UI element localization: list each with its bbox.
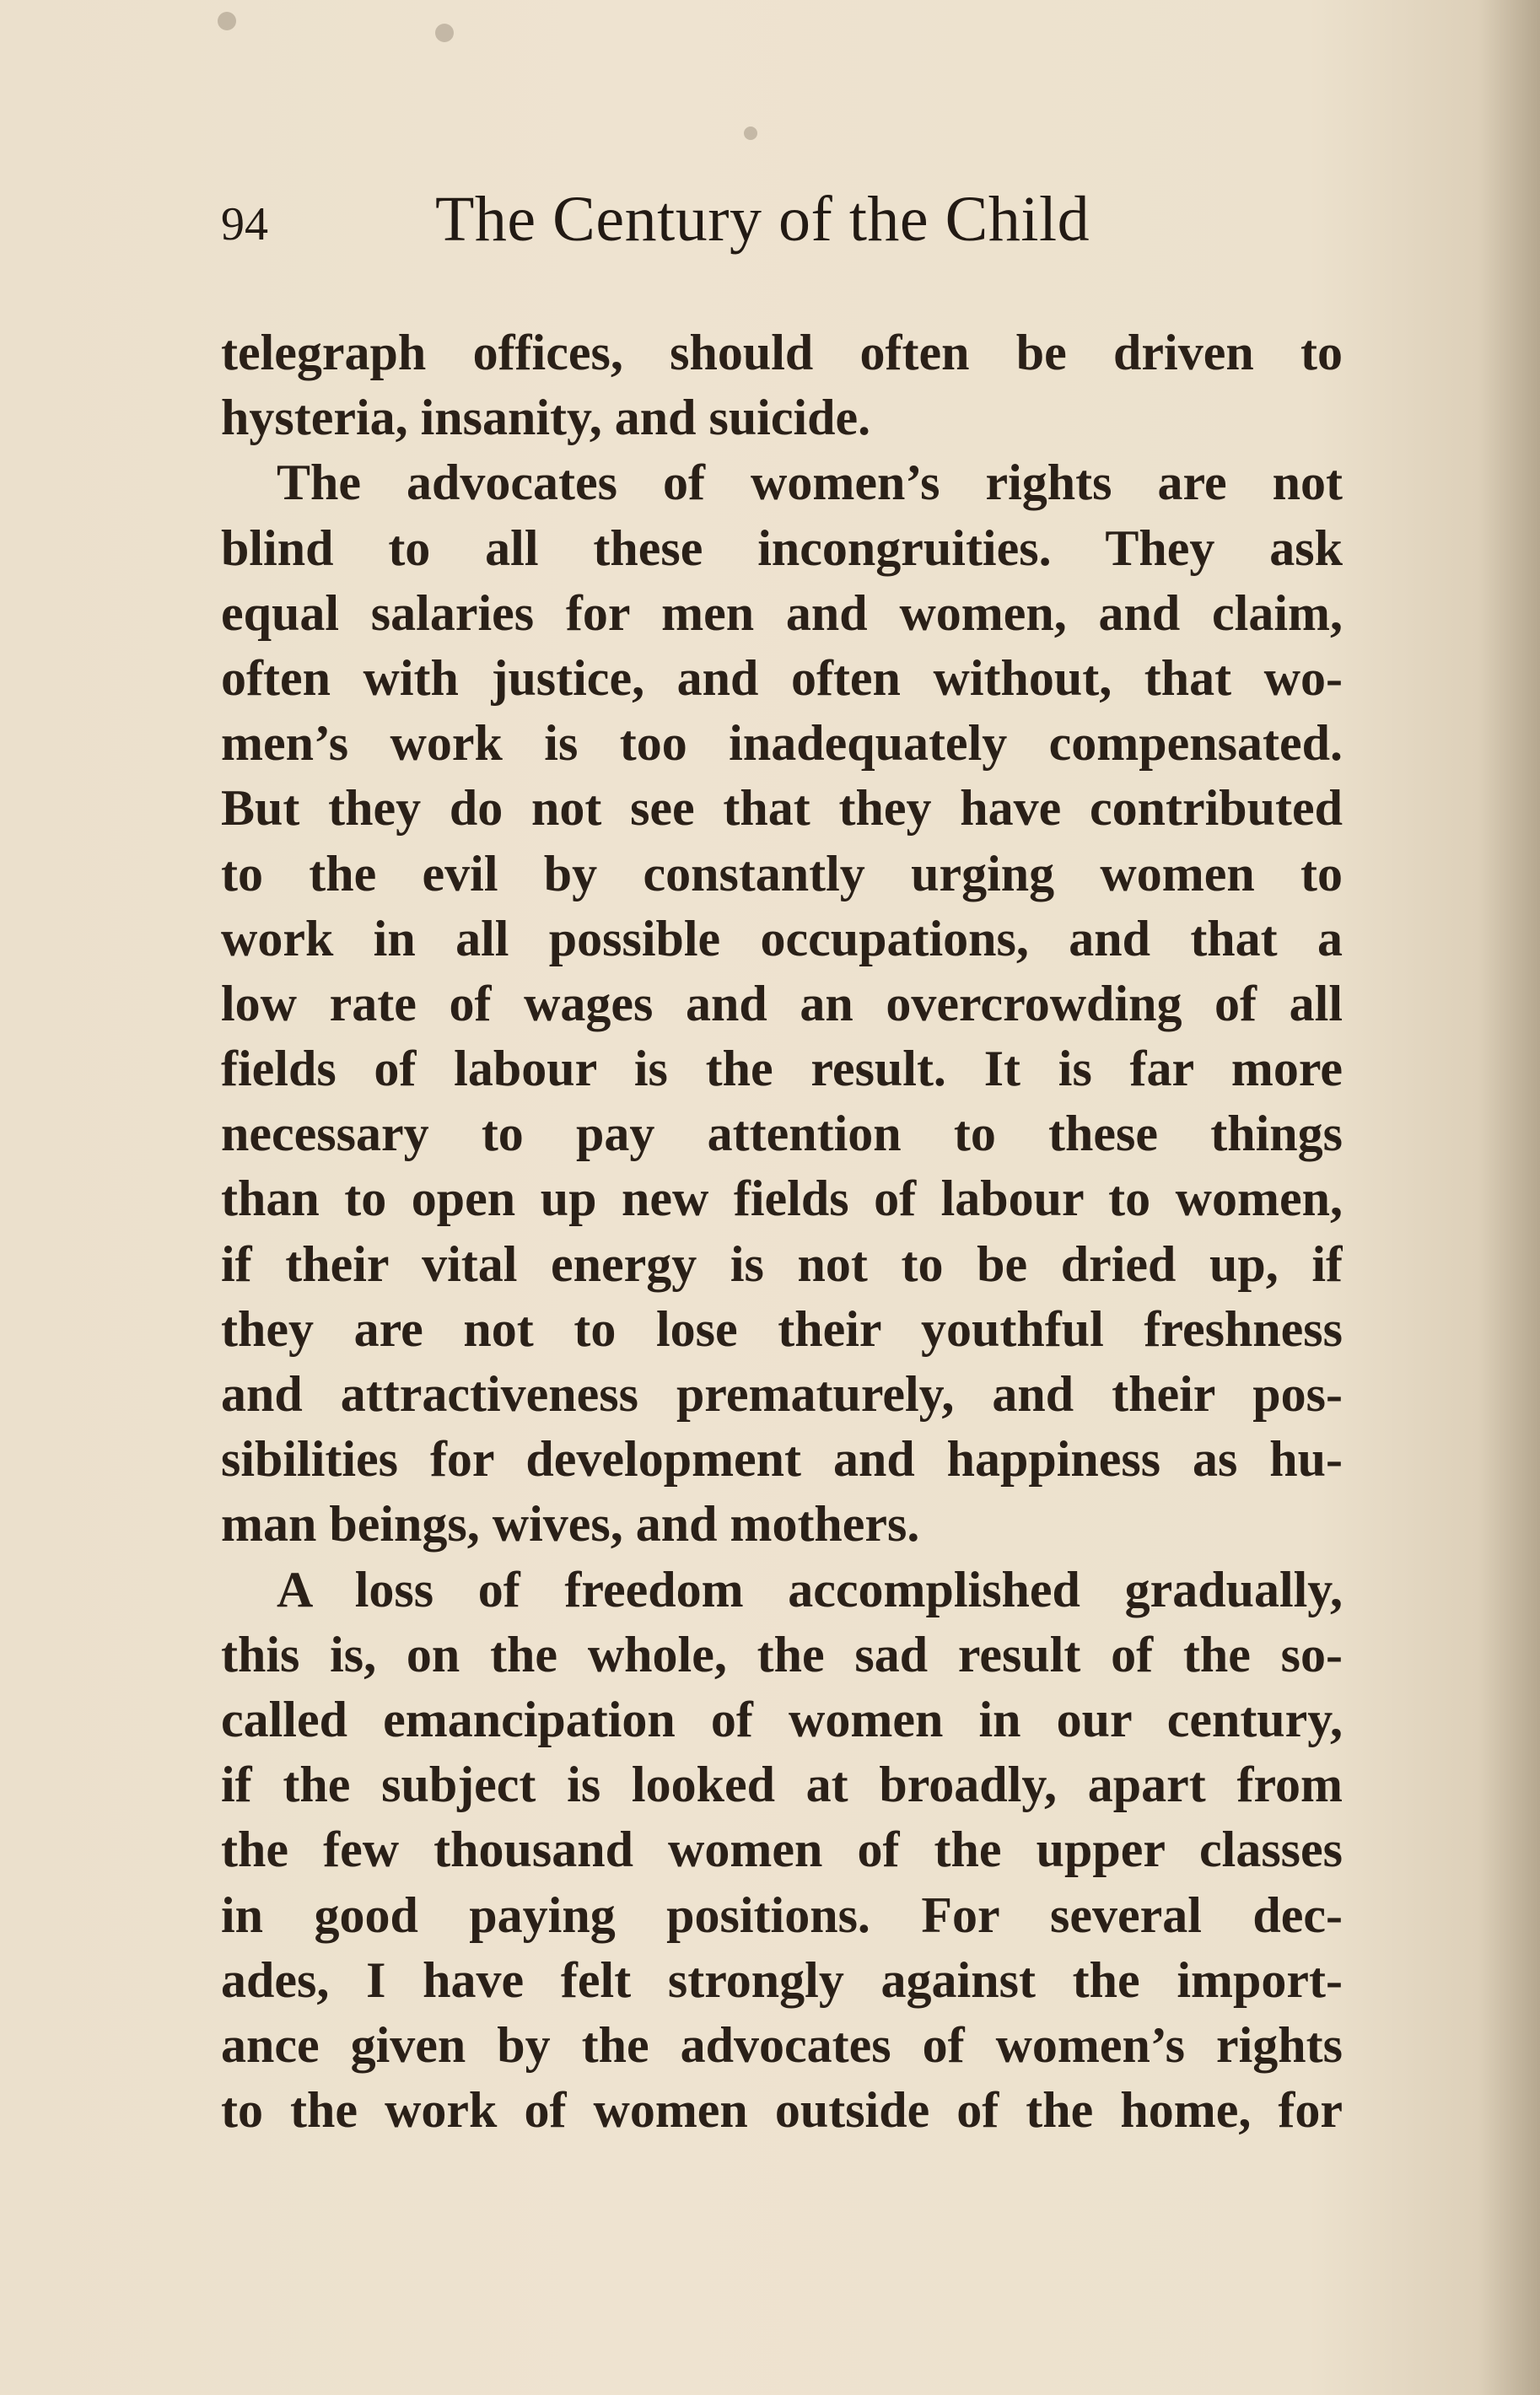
text-line: than to open up new fields of labour to women,	[221, 1171, 1343, 1227]
text-line: the few thousand women of the upper classes	[221, 1822, 1343, 1878]
text-line: this is, on the whole, the sad result of the so-	[221, 1626, 1343, 1682]
text-line: fields of labour is the result. It is far more	[221, 1041, 1343, 1097]
text-line: they are not to lose their youthful freshness	[221, 1300, 1343, 1357]
paper-spot	[218, 12, 236, 30]
text-line: equal salaries for men and women, and claim,	[221, 584, 1343, 641]
text-line: if their vital energy is not to be dried up, if	[221, 1235, 1343, 1292]
running-head: The Century of the Child	[435, 184, 1090, 255]
text-line: low rate of wages and an overcrowding of all	[221, 975, 1343, 1031]
paper-spot	[744, 126, 757, 140]
text-line: The advocates of women’s rights are not	[277, 455, 1343, 511]
text-line: often with justice, and often without, that wo-	[221, 649, 1343, 706]
text-line: But they do not see that they have contributed	[221, 780, 1343, 837]
page-number: 94	[221, 198, 268, 250]
text-line: called emancipation of women in our century,	[221, 1691, 1343, 1747]
text-line: ades, I have felt strongly against the import-	[221, 1951, 1343, 2008]
text-line: work in all possible occupations, and that a	[221, 910, 1343, 966]
text-line: ance given by the advocates of women’s rights	[221, 2016, 1343, 2073]
text-line: and attractiveness prematurely, and their pos-	[221, 1366, 1343, 1422]
text-line: necessary to pay attention to these things	[221, 1106, 1343, 1162]
text-line: to the work of women outside of the home, for	[221, 2082, 1343, 2139]
text-line: telegraph offices, should often be driven to	[221, 325, 1343, 380]
body-text	[221, 320, 1343, 2143]
text-line: in good paying positions. For several dec-	[221, 1886, 1343, 1943]
text-line: if the subject is looked at broadly, apart from	[221, 1757, 1343, 1813]
text-line: to the evil by constantly urging women to	[221, 845, 1343, 901]
text-line: blind to all these incongruities. They ask	[221, 519, 1343, 576]
paper-spot	[435, 24, 454, 42]
text-line: men’s work is too inadequately compensated.	[221, 715, 1343, 772]
text-line: man beings, wives, and mothers.	[221, 1496, 920, 1553]
text-line: sibilities for development and happiness as hu-	[221, 1431, 1343, 1488]
page-header	[221, 184, 1343, 260]
text-line: A loss of freedom accomplished gradually,	[277, 1561, 1343, 1617]
text-line: hysteria, insanity, and suicide.	[221, 390, 871, 446]
